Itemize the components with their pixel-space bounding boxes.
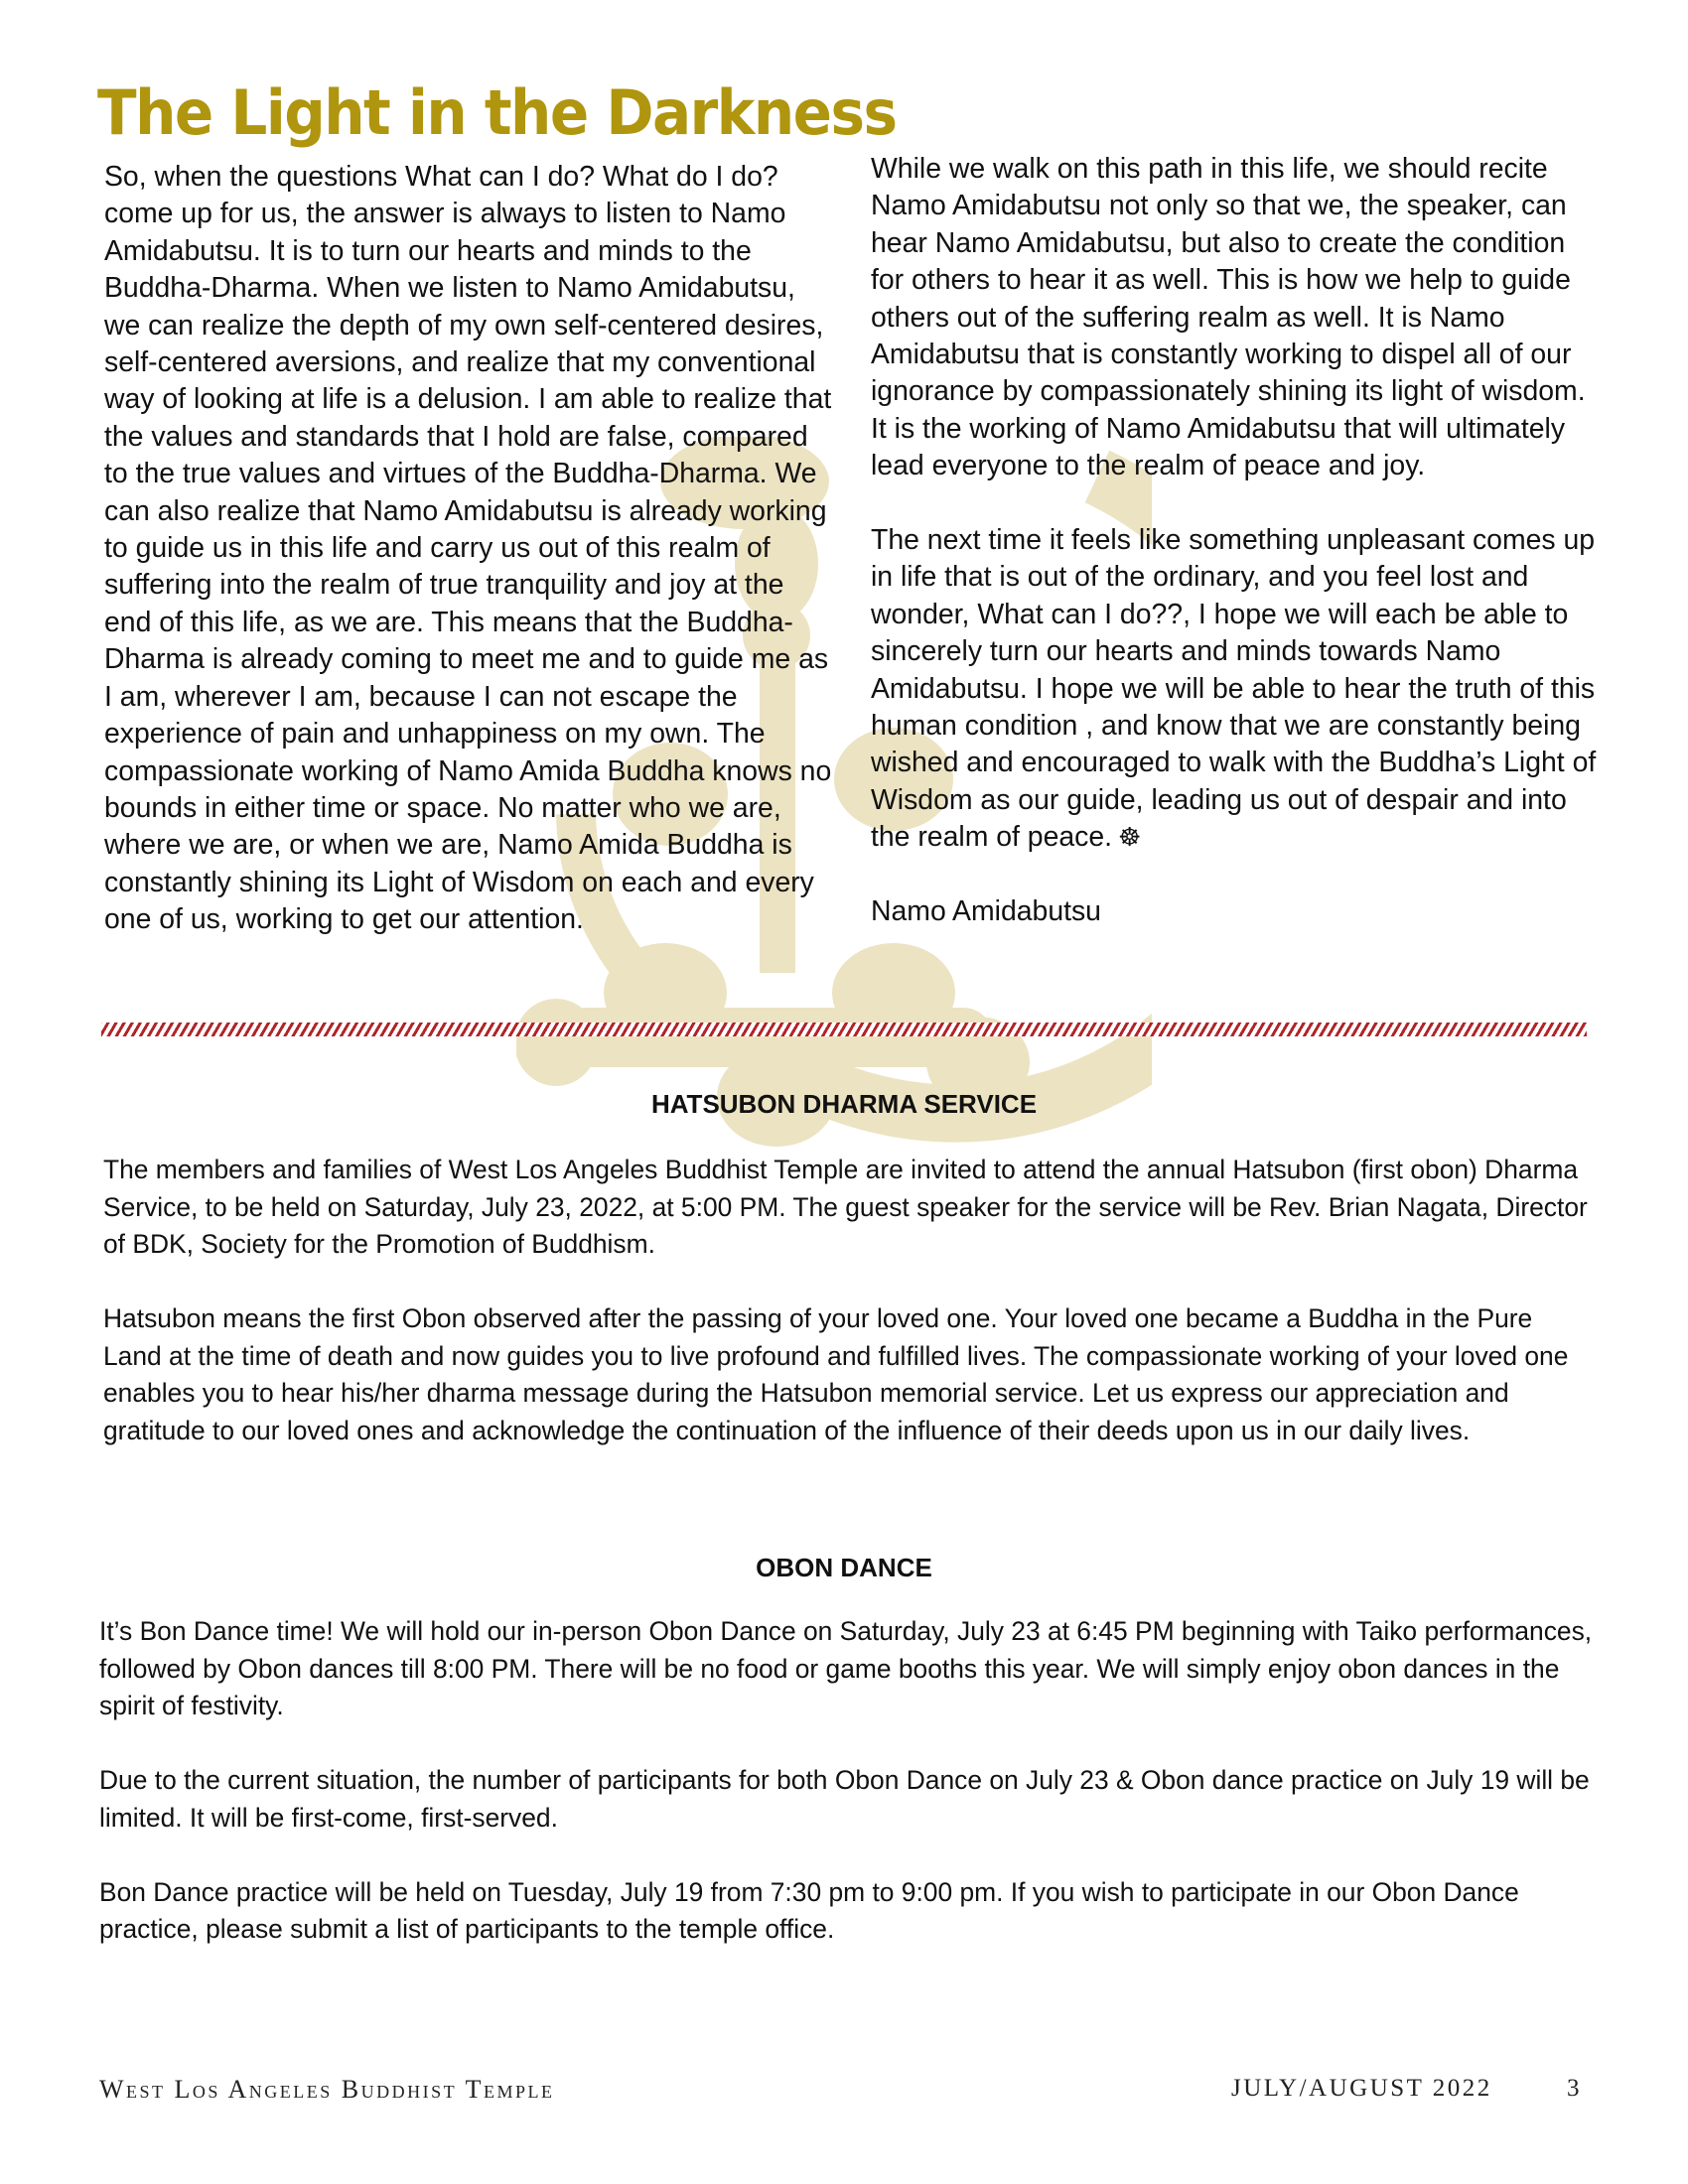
article-paragraph: So, when the questions What can I do? What do I do? come up for us, the answer is always to listen to Namo Amidabutsu. It is to turn our hearts and minds to the Buddha-Dharma. When we listen to Namo Amidabutsu, we can realize the depth of my own self-centered desires, self-centered aversions, and realize that my conventional way of looking at life is a delusion. I am able to realize that the values and standards that I hold are false, compared to the true values and virtues of the Buddha-Dharma. We can also realize that Namo Amidabutsu is already working to guide us in this life and carry us out of this realm of suffering into the realm of true tranquility and joy at the end of this life, as we are. This means that the Buddha-Dharma is already coming to meet me and to guide me as I am, wherever I am, because I can not escape the experience of pain and unhappiness on my own. The compassionate working of Namo Amida Buddha knows no bounds in either time or space. No matter who we are, where we are, or when we are, Namo Amida Buddha is constantly shining its Light of Wisdom on each and every one of us, working to get our attention. — [104, 161, 832, 936]
footer-page-number: 3 — [1567, 2075, 1580, 2102]
hatsubon-paragraph: The members and families of West Los Angeles Buddhist Temple are invited to attend the annual Hatsubon (first obon) Dharma Service, to be held on Saturday, July 23, 2022, at 5:00 PM. The guest speaker for the service will be Rev. Brian Nagata, Director of BDK, Society for the Promotion of Buddhism. — [103, 1155, 1588, 1259]
article-column-left — [104, 159, 834, 976]
article-paragraph — [871, 522, 1606, 857]
obon-dance-heading: OBON DANCE — [756, 1553, 932, 1582]
obon-dance-paragraph: It’s Bon Dance time! We will hold our in-person Obon Dance on Saturday, July 23 at 6:45 PM beginning with Taiko performances, followed by Obon dances till 8:00 PM. There will be no food or game booths this year. We will simply enjoy obon dances in the spirit of festivity. — [99, 1616, 1593, 1720]
footer-temple-name: West Los Angeles Buddhist Temple — [99, 2075, 555, 2104]
obon-dance-paragraph: Due to the current situation, the number of participants for both Obon Dance on July 23 & Obon dance practice on July 19 will be limited. It will be first-come, first-served. — [99, 1765, 1590, 1833]
article-column-right — [871, 151, 1606, 968]
footer-issue-date: JULY/AUGUST 2022 — [1231, 2075, 1492, 2102]
article-paragraph: While we walk on this path in this life, we should recite Namo Amidabutsu not only so that we, the speaker, can hear Namo Amidabutsu, but also to create the condition for others to hear it as well. This is how we help to guide others out of the suffering realm as well. It is Namo Amidabutsu that is constantly working to dispel all of our ignorance by compassionately shining its light of wisdom. It is the working of Namo Amidabutsu that will ultimately lead everyone to the realm of peace and joy. — [871, 153, 1586, 482]
hatsubon-paragraph: Hatsubon means the first Obon observed after the passing of your loved one. Your loved one became a Buddha in the Pure Land at the time of death and now guides you to live profound and fulfilled lives. The compassionate working of your loved one enables you to hear his/her dharma message during the Hatsubon memorial service. Let us express our appreciation and gratitude to our loved ones and acknowledge the continuation of the influence of their deeds upon us in our daily lives. — [103, 1303, 1569, 1445]
article-title: The Light in the Darkness — [97, 75, 897, 150]
section-divider — [101, 1023, 1587, 1036]
hatsubon-body — [103, 1152, 1593, 1487]
article-closing-text: The next time it feels like something unpleasant comes up in life that is out of the ordinary, and you feel lost and wonder, What can I do??, I hope we will each be able to sincerely turn our hearts and minds towards Namo Amidabutsu. I hope we will be able to hear the truth of this human condition , and know that we are constantly being wished and encouraged to walk with the Buddha’s Light of Wisdom as our guide, leading us out of despair and into the realm of peace. — [871, 524, 1597, 854]
dharma-wheel-icon: ☸ — [1118, 822, 1142, 853]
obon-dance-paragraph: Bon Dance practice will be held on Tuesday, July 19 from 7:30 pm to 9:00 pm. If you wish to participate in our Obon Dance practice, please submit a list of participants to the temple office. — [99, 1876, 1519, 1944]
obon-dance-body — [99, 1613, 1599, 1985]
article-sign-off: Namo Amidabutsu — [871, 895, 1101, 928]
hatsubon-heading: HATSUBON DHARMA SERVICE — [650, 1089, 1038, 1119]
